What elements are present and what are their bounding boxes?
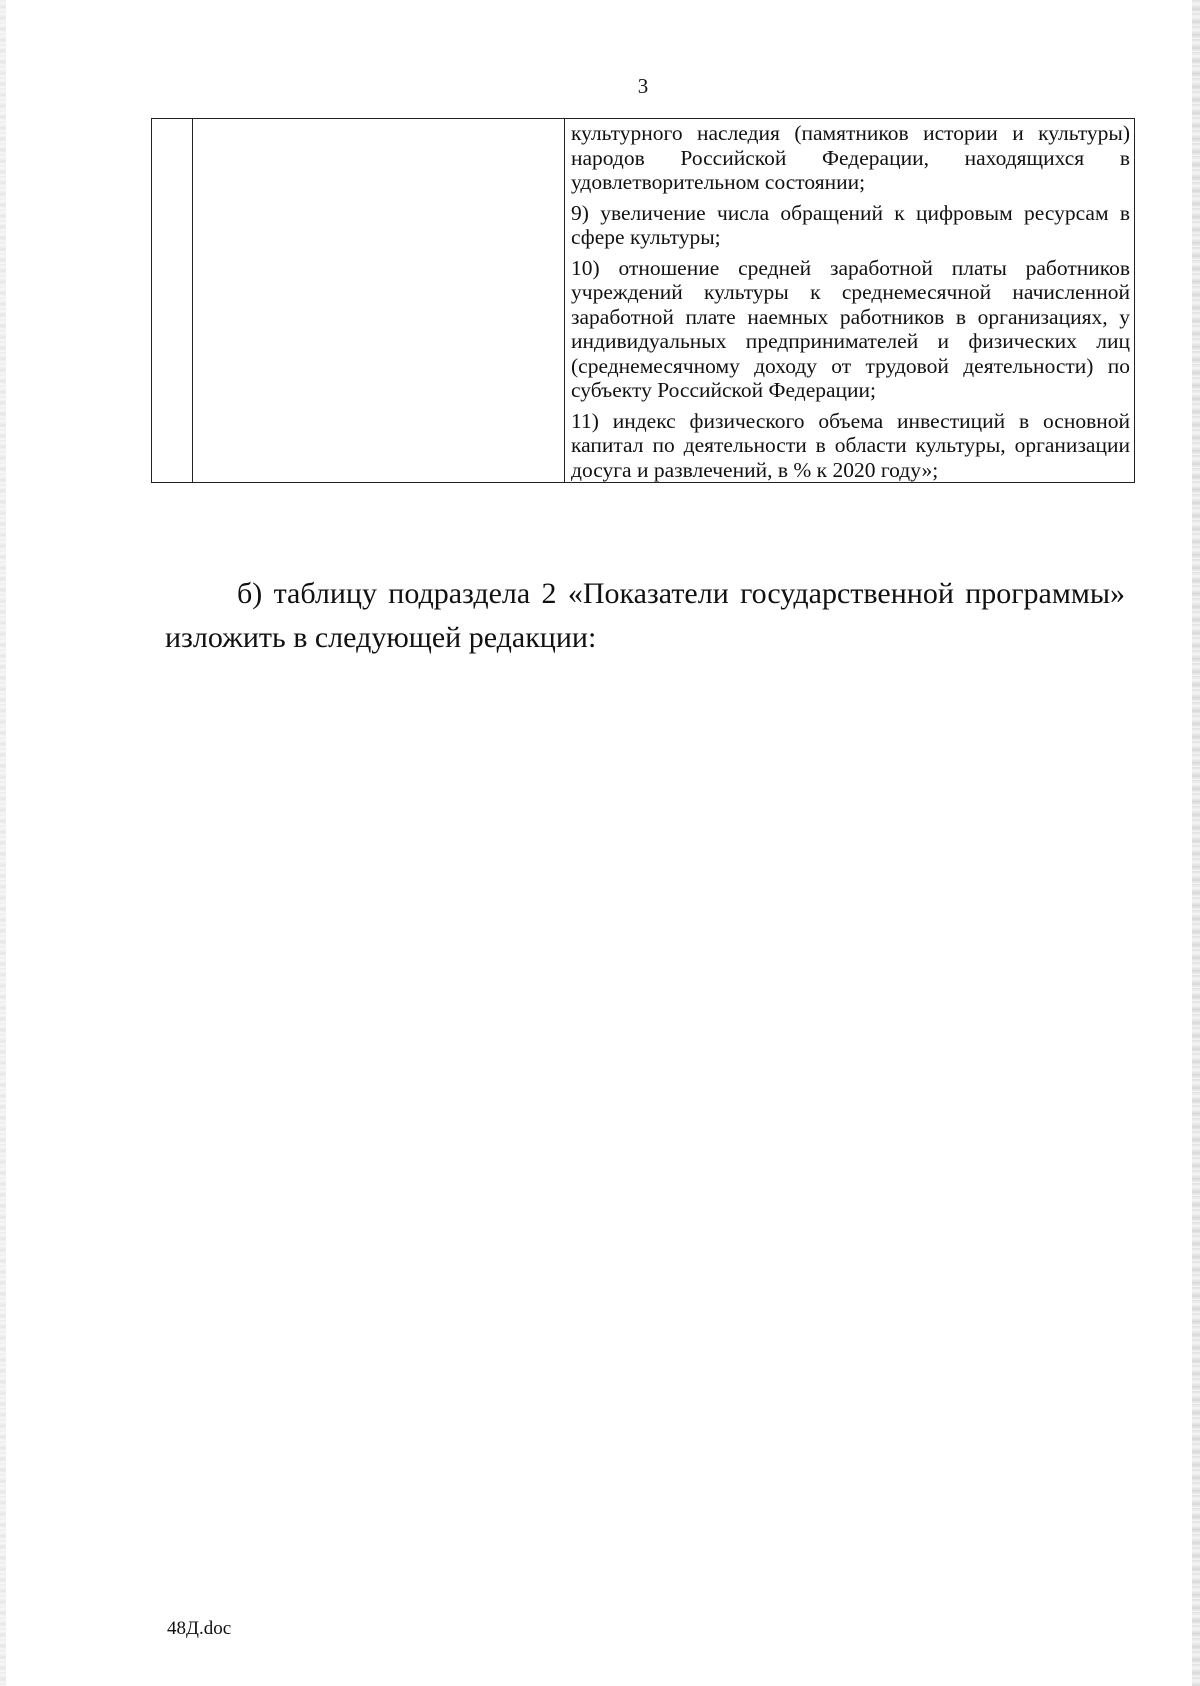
indicators-table [151,118,1135,483]
footer-file-name: 48Д.doc [167,1618,232,1639]
page-number: 3 [637,74,649,98]
table-cell-number [152,119,193,483]
scan-edge-right [1192,0,1200,1686]
indicator-item: культурного наследия (памятников истории и культуры) народов Российской Федерации, находящихся в удовлетворительном состоянии; [571,121,1130,194]
body-paragraph: б) таблицу подраздела 2 «Показатели государственной программы» изложить в следующей редакции: [165,577,1125,654]
table-cell-name [193,119,565,483]
indicator-item: 11) индекс физического объема инвестиций в основной капитал по деятельности в области культуры, организации досуга и развлечений, в % к 2020 году»; [571,408,1130,482]
scan-edge-left [0,0,6,1686]
indicator-item: 9) увеличение числа обращений к цифровым ресурсам в сфере культуры; [571,200,1130,249]
table-row [152,119,1135,483]
table-cell-indicators [565,119,1135,483]
indicator-item: 10) отношение средней заработной платы работников учреждений культуры к среднемесячной начисленной заработной плате наемных работников в организациях, у индивидуальных предпринимателей и физических лиц (среднемесячному доходу от трудовой деятельности) по субъекту Российской Федерации; [571,255,1130,402]
